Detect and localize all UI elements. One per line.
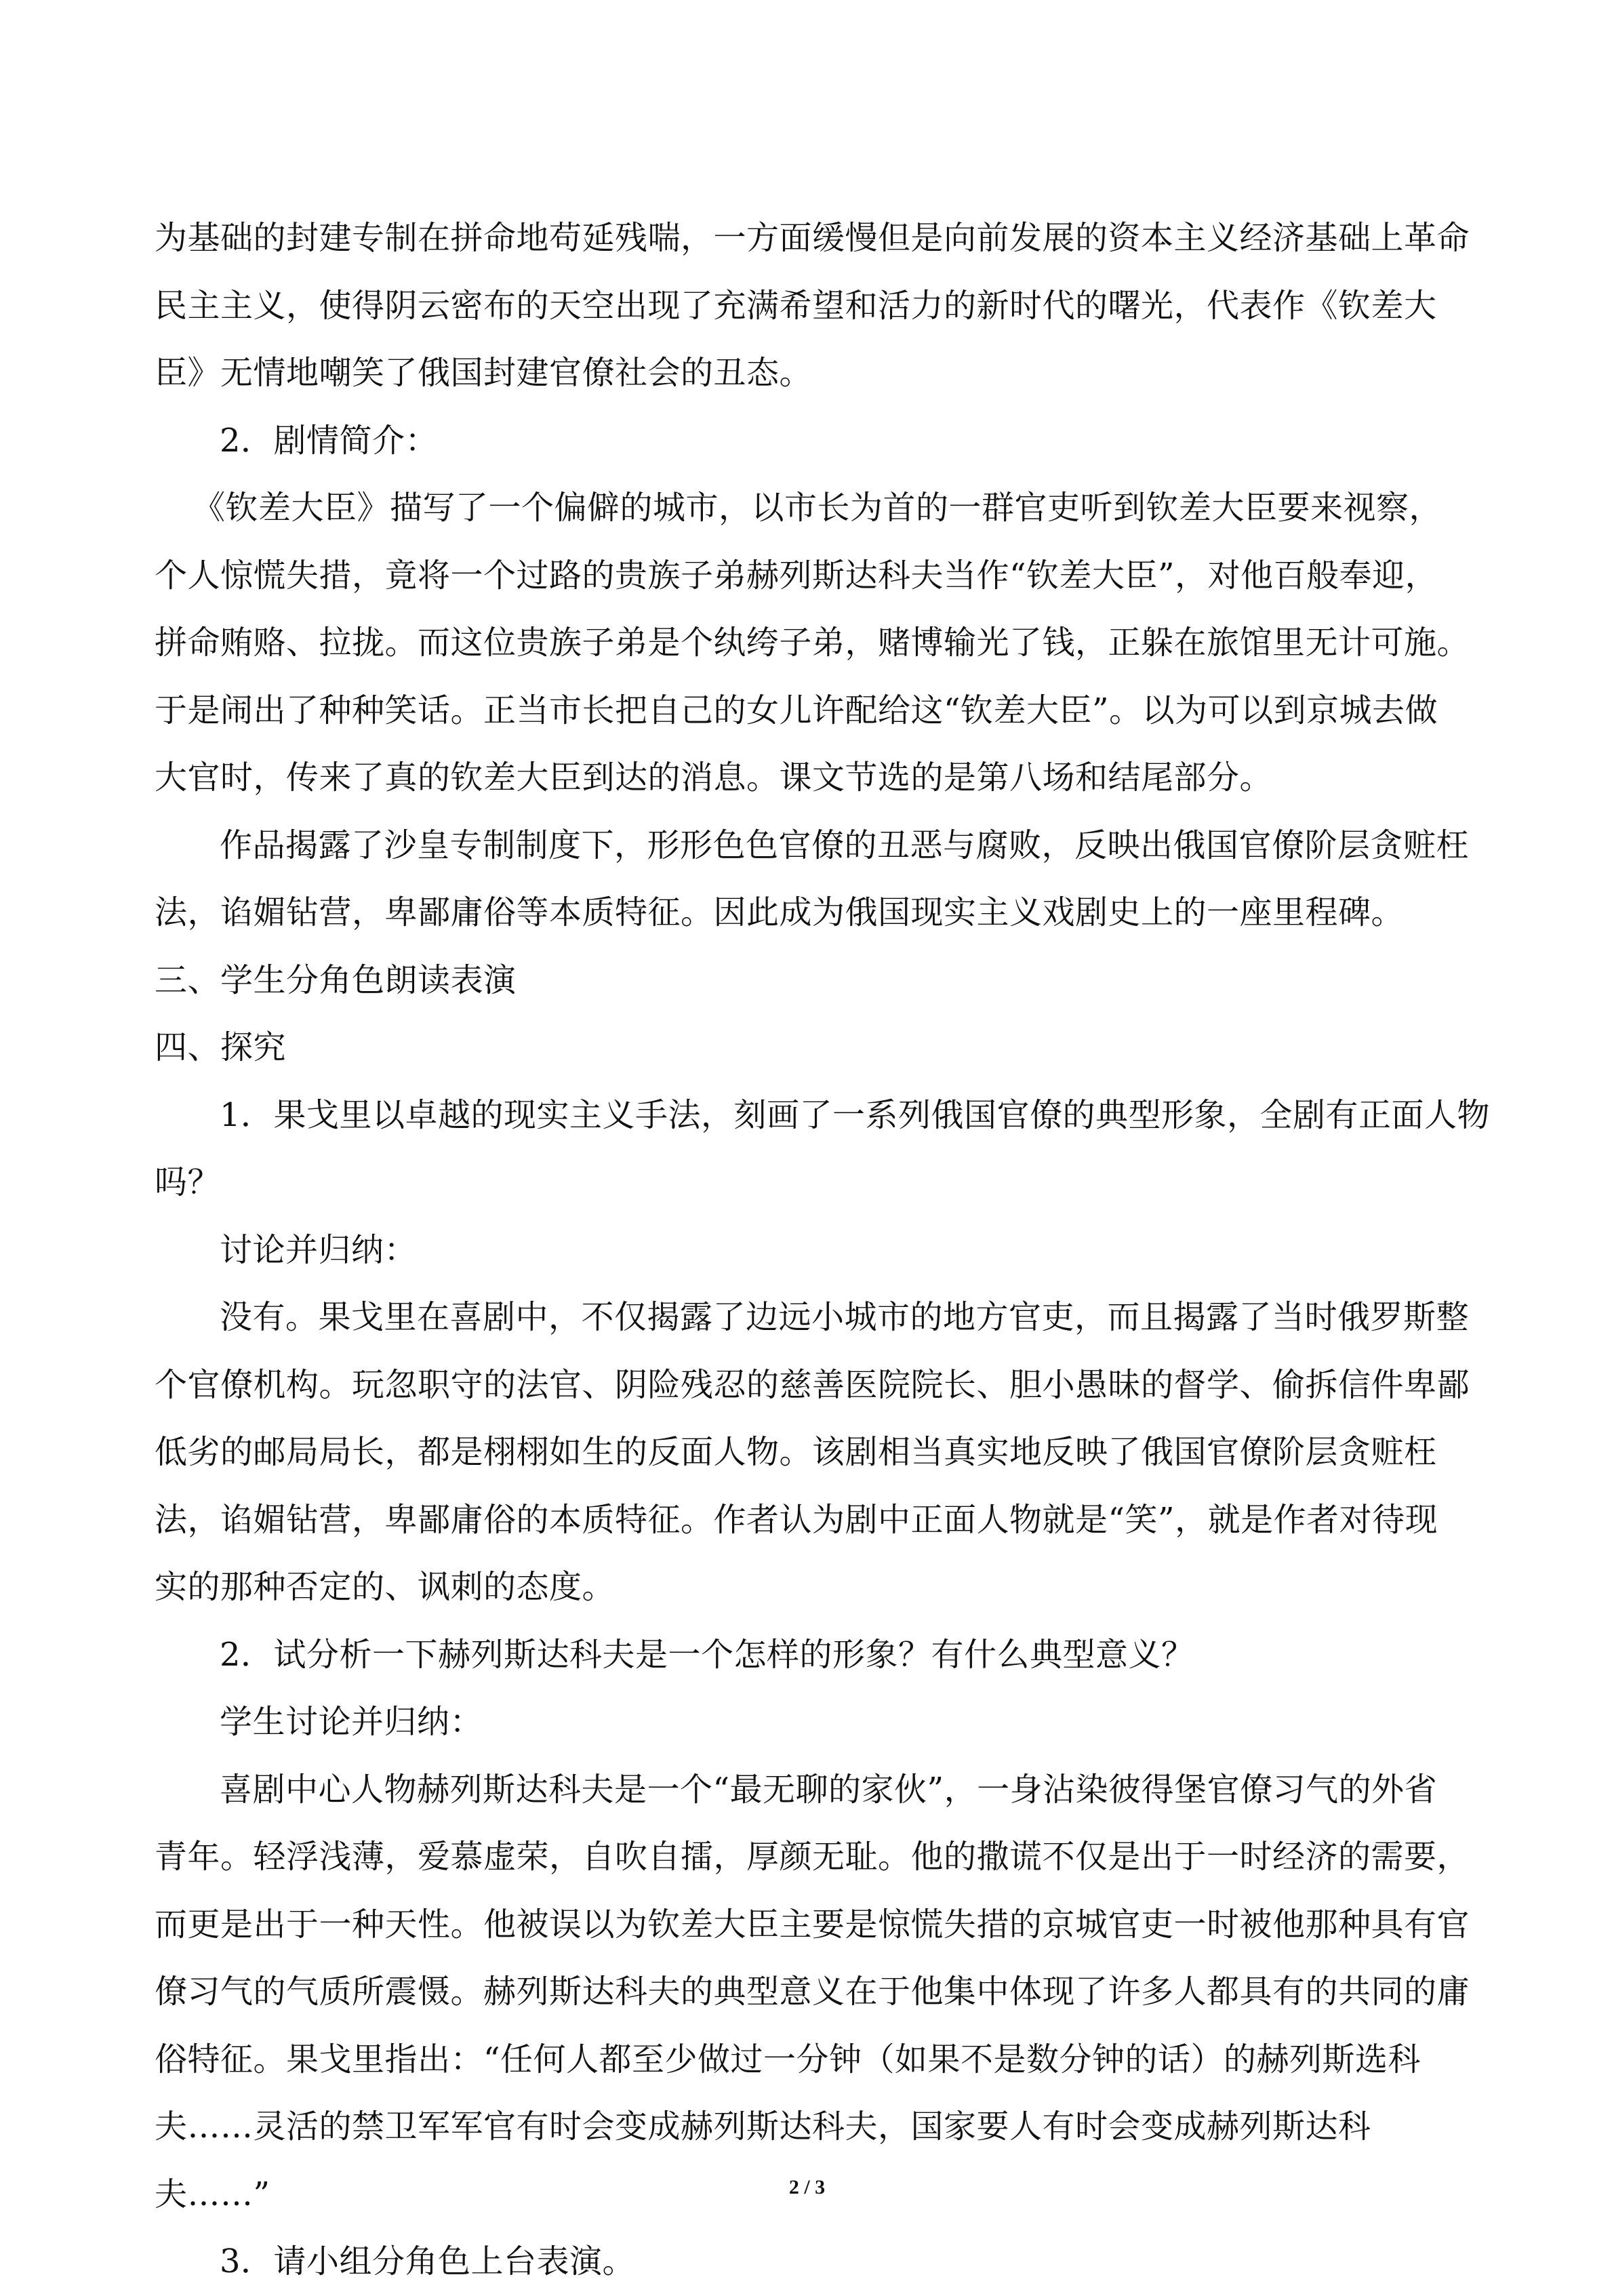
- text-line: 低劣的邮局局长，都是栩栩如生的反面人物。该剧相当真实地反映了俄国官僚阶层贪赃枉: [155, 1433, 1437, 1471]
- text-line: 法，谄媚钻营，卑鄙庸俗等本质特征。因此成为俄国现实主义戏剧史上的一座里程碑。: [155, 893, 1405, 931]
- text-line: 青年。轻浮浅薄，爱慕虚荣，自吹自擂，厚颜无耻。他的撒谎不仅是出于一时经济的需要，: [155, 1838, 1470, 1876]
- text-line: 为基础的封建专制在拼命地苟延残喘，一方面缓慢但是向前发展的资本主义经济基础上革命: [155, 219, 1470, 257]
- paragraph-start: 没有。果戈里在喜剧中，不仅揭露了边远小城市的地方官吏，而且揭露了当时俄罗斯整: [220, 1298, 1470, 1336]
- text-line: 拼命贿赂、拉拢。而这位贵族子弟是个纨绔子弟，赌博输光了钱，正躲在旅馆里无计可施。: [155, 624, 1470, 662]
- paragraph-start: 喜剧中心人物赫列斯达科夫是一个“最无聊的家伙”，一身沾染彼得堡官僚习气的外省: [220, 1770, 1438, 1809]
- text-line: 于是闹出了种种笑话。正当市长把自己的女儿许配给这“钦差大臣”。以为可以到京城去做: [155, 691, 1438, 729]
- text-line: 大官时，传来了真的钦差大臣到达的消息。课文节选的是第八场和结尾部分。: [155, 759, 1273, 797]
- section-heading: 四、探究: [155, 1028, 287, 1066]
- text-line: 实的那种否定的、讽刺的态度。: [155, 1568, 616, 1606]
- text-line: 俗特征。果戈里指出：“任何人都至少做过一分钟（如果不是数分钟的话）的赫列斯选科: [155, 2040, 1421, 2078]
- text-line: 个人惊慌失措，竟将一个过路的贵族子弟赫列斯达科夫当作“钦差大臣”，对他百般奉迎，: [155, 556, 1438, 595]
- text-line: 臣》无情地嘲笑了俄国封建官僚社会的丑态。: [155, 354, 813, 392]
- text-line: 法，谄媚钻营，卑鄙庸俗的本质特征。作者认为剧中正面人物就是“笑”，就是作者对待现: [155, 1500, 1438, 1539]
- text-line: 夫……”: [155, 2175, 270, 2213]
- discussion-label: 学生讨论并归纳：: [220, 1703, 483, 1741]
- section-heading: 三、学生分角色朗读表演: [155, 961, 517, 999]
- text-line: 僚习气的气质所震慑。赫列斯达科夫的典型意义在于他集中体现了许多人都具有的共同的庸: [155, 1973, 1470, 2011]
- text-line: 民主主义，使得阴云密布的天空出现了充满希望和活力的新时代的曙光，代表作《钦差大: [155, 286, 1437, 325]
- question-line: 2．试分析一下赫列斯达科夫是一个怎样的形象？有什么典型意义？: [220, 1635, 1194, 1674]
- document-body: [155, 205, 1491, 2296]
- question-line: 3．请小组分角色上台表演。: [220, 2242, 636, 2280]
- text-line: 个官僚机构。玩忽职守的法官、阴险残忍的慈善医院院长、胆小愚昧的督学、偷拆信件卑鄙: [155, 1365, 1470, 1404]
- text-line: 而更是出于一种天性。他被误以为钦差大臣主要是惊慌失措的京城官吏一时被他那种具有官: [155, 1905, 1470, 1943]
- paragraph-start: 《钦差大臣》描写了一个偏僻的城市，以市长为首的一群官吏听到钦差大臣要来视察，: [193, 489, 1442, 527]
- question-line: 1．果戈里以卓越的现实主义手法，刻画了一系列俄国官僚的典型形象，全剧有正面人物: [220, 1095, 1491, 1134]
- text-line: 吗？: [155, 1163, 221, 1201]
- section-heading: 2．剧情简介：: [220, 421, 439, 460]
- text-line: 夫……灵活的禁卫军军官有时会变成赫列斯达科夫，国家要人有时会变成赫列斯达科: [155, 2108, 1371, 2146]
- page-number: 2 / 3: [788, 2176, 826, 2198]
- paragraph-start: 作品揭露了沙皇专制制度下，形形色色官僚的丑恶与腐败，反映出俄国官僚阶层贪赃枉: [220, 826, 1470, 864]
- discussion-label: 讨论并归纳：: [220, 1230, 418, 1269]
